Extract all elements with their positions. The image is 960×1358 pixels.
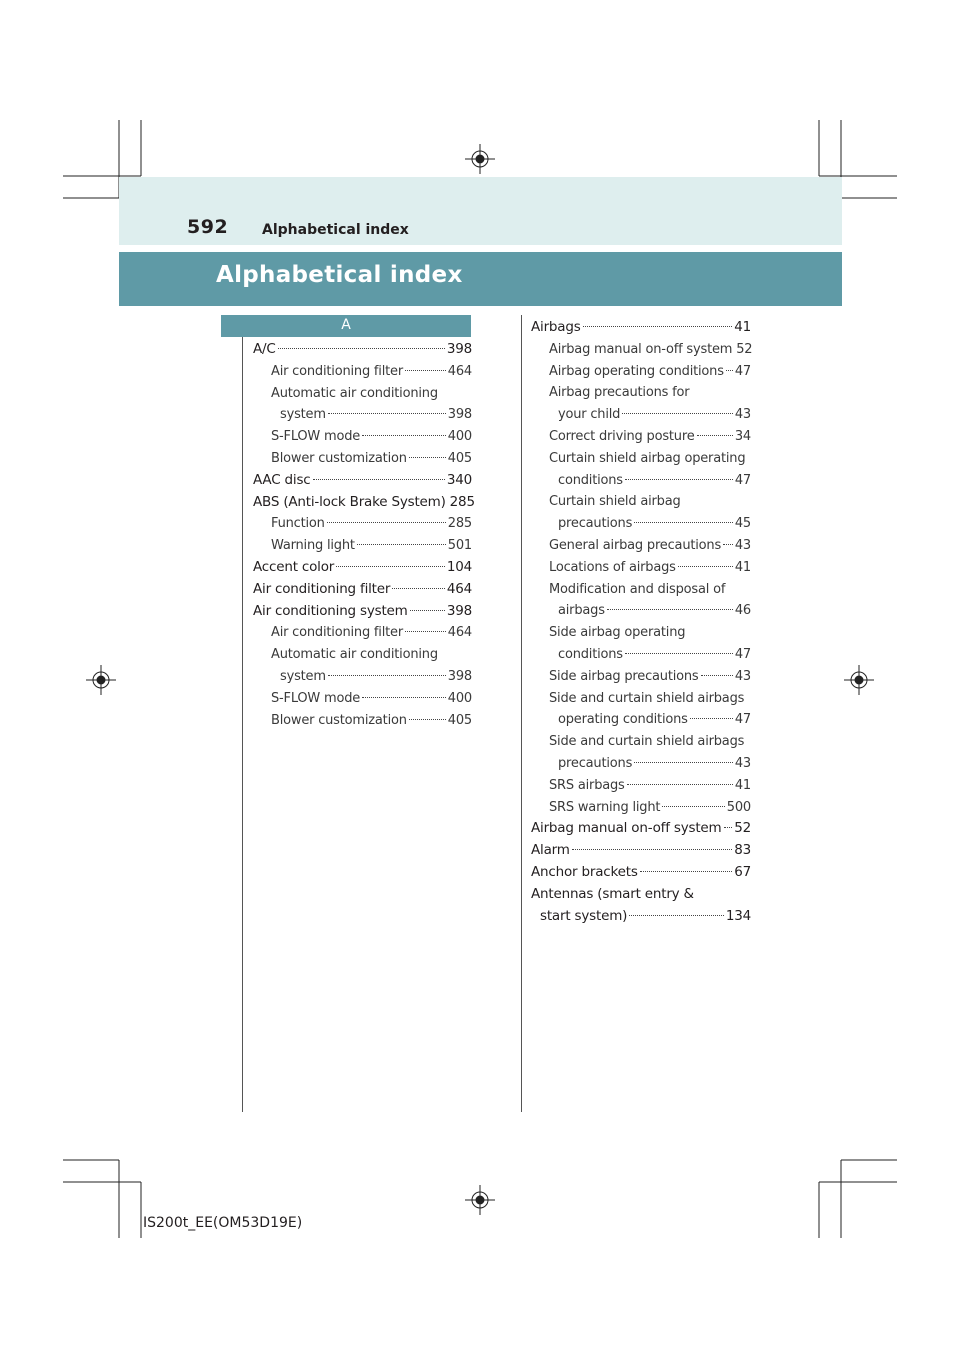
index-entry[interactable] xyxy=(253,580,472,599)
page-reference[interactable]: 43 xyxy=(734,407,751,423)
leader-dots xyxy=(726,370,733,371)
page-reference[interactable]: 398 xyxy=(446,341,472,357)
registration-mark-icon xyxy=(465,144,495,174)
leader-dots xyxy=(336,566,445,567)
index-entry-label: S-FLOW mode xyxy=(271,429,361,445)
leader-dots xyxy=(572,849,732,850)
index-entry-label: ABS (Anti-lock Brake System) xyxy=(253,493,446,510)
page-reference[interactable]: 43 xyxy=(734,538,751,553)
index-entry[interactable] xyxy=(549,427,751,446)
index-entry-label: Air conditioning filter xyxy=(271,363,403,379)
leader-dots xyxy=(278,348,445,349)
index-entry[interactable] xyxy=(558,405,751,424)
leader-dots xyxy=(640,871,733,872)
index-entry[interactable] xyxy=(558,471,751,490)
leader-dots xyxy=(634,762,733,763)
index-entry[interactable] xyxy=(558,754,751,773)
registration-mark-icon xyxy=(844,665,874,695)
index-entry[interactable] xyxy=(531,841,751,860)
index-entry-label: Automatic air conditioning xyxy=(271,647,438,663)
page-reference[interactable]: 104 xyxy=(446,559,472,575)
index-entry-label: Curtain shield airbag operating xyxy=(549,450,746,466)
index-entry-continuation: precautions xyxy=(558,516,633,532)
leader-dots xyxy=(362,435,446,436)
index-entry-label: Alarm xyxy=(531,842,570,859)
index-entry-label: General airbag precautions xyxy=(549,538,722,553)
leader-dots xyxy=(629,915,724,916)
leader-dots xyxy=(662,806,725,807)
leader-dots xyxy=(625,479,733,480)
index-entry-label: Locations of airbags xyxy=(549,559,676,575)
index-entry[interactable] xyxy=(549,667,751,686)
index-entry-label: Side airbag operating xyxy=(549,625,686,641)
leader-dots xyxy=(328,675,446,676)
page-reference[interactable]: 46 xyxy=(734,603,751,619)
page-reference[interactable]: 41 xyxy=(734,559,751,575)
leader-dots xyxy=(405,370,446,371)
page-reference[interactable]: 285 xyxy=(449,493,475,510)
index-entry[interactable] xyxy=(549,558,751,577)
page-title: Alphabetical index xyxy=(216,262,463,288)
index-entry[interactable] xyxy=(271,362,472,381)
index-entry[interactable] xyxy=(253,493,475,512)
index-entry[interactable] xyxy=(253,471,472,490)
index-entry-label: Blower customization xyxy=(271,451,407,466)
page-reference[interactable]: 501 xyxy=(447,538,472,554)
index-entry-label: Curtain shield airbag xyxy=(549,494,681,510)
index-entry-label: AAC disc xyxy=(253,471,311,488)
page-number: 592 xyxy=(187,216,229,238)
index-entry-continuation: your child xyxy=(558,407,621,423)
index-entry-label: Side airbag precautions xyxy=(549,668,699,684)
page-reference[interactable]: 41 xyxy=(734,319,751,335)
leader-dots xyxy=(410,610,445,611)
index-entry[interactable] xyxy=(558,645,751,664)
leader-dots xyxy=(357,544,446,545)
page-reference[interactable]: 43 xyxy=(734,756,751,771)
index-entry-label: Anchor brackets xyxy=(531,864,638,880)
page-reference[interactable]: 134 xyxy=(725,907,751,924)
leader-dots xyxy=(701,675,733,676)
page-reference[interactable]: 67 xyxy=(734,864,751,880)
index-entry[interactable] xyxy=(280,667,472,686)
index-entry-label: Warning light xyxy=(271,538,355,554)
leader-dots xyxy=(690,718,733,719)
index-entry[interactable] xyxy=(271,536,472,555)
index-entry[interactable] xyxy=(271,449,472,468)
page-reference[interactable]: 398 xyxy=(447,407,472,423)
index-entry[interactable] xyxy=(271,623,472,642)
page-reference[interactable]: 285 xyxy=(447,516,472,532)
page-reference[interactable]: 400 xyxy=(447,429,472,445)
index-entry-label: Accent color xyxy=(253,559,335,575)
index-entry-label: Air conditioning filter xyxy=(271,625,403,641)
index-entry-label: Function xyxy=(271,516,325,532)
index-entry-label: Blower customization xyxy=(271,712,407,728)
page-reference[interactable]: 464 xyxy=(447,625,472,641)
page-reference[interactable]: 464 xyxy=(446,580,472,597)
index-entry-label: Automatic air conditioning xyxy=(271,385,438,401)
leader-dots xyxy=(634,522,733,523)
leader-dots xyxy=(607,609,733,610)
index-entry-continuation: conditions xyxy=(558,472,623,488)
page-reference[interactable]: 340 xyxy=(446,471,472,488)
index-entry[interactable] xyxy=(271,514,472,533)
index-entry-label: S-FLOW mode xyxy=(271,690,361,706)
index-entry-continuation: conditions xyxy=(558,647,623,662)
leader-dots xyxy=(405,631,446,632)
index-entry[interactable] xyxy=(271,689,472,708)
index-entry[interactable] xyxy=(558,710,751,729)
registration-mark-icon xyxy=(465,1185,495,1215)
leader-dots xyxy=(392,588,445,589)
index-entry[interactable] xyxy=(253,602,472,621)
registration-mark-icon xyxy=(86,665,116,695)
leader-dots xyxy=(362,697,446,698)
index-entry[interactable] xyxy=(271,427,472,446)
page-reference[interactable]: 34 xyxy=(734,429,751,444)
column-divider-right xyxy=(521,315,522,1112)
leader-dots xyxy=(409,457,446,458)
page-reference[interactable]: 400 xyxy=(447,690,472,706)
index-entry[interactable] xyxy=(549,798,751,817)
index-entry-label: Modification and disposal of xyxy=(549,581,726,597)
index-entry-continuation: system xyxy=(280,669,326,684)
leader-dots xyxy=(678,566,733,567)
page-reference[interactable]: 405 xyxy=(447,451,472,466)
index-entry-label: Airbag operating conditions xyxy=(549,363,724,379)
page-reference[interactable]: 83 xyxy=(734,842,751,859)
page-reference[interactable]: 405 xyxy=(447,712,472,728)
leader-dots xyxy=(724,827,733,828)
index-entry-label: Airbag precautions for xyxy=(549,385,690,401)
index-entry-continuation: precautions xyxy=(558,756,633,771)
index-entry-label: Airbag manual on-off system xyxy=(549,341,733,357)
leader-dots xyxy=(327,522,446,523)
page-reference[interactable]: 43 xyxy=(734,668,751,684)
page-reference[interactable]: 500 xyxy=(726,799,751,815)
page-reference[interactable]: 464 xyxy=(447,363,472,379)
index-entry-label: Side and curtain shield airbags xyxy=(549,690,745,706)
index-entry-label: Side and curtain shield airbags xyxy=(549,734,745,750)
index-entry-label: SRS airbags xyxy=(549,777,625,793)
index-entry[interactable] xyxy=(271,711,472,730)
page-reference[interactable]: 398 xyxy=(447,669,472,684)
index-entry-label: Antennas (smart entry & xyxy=(531,885,694,902)
index-entry-label: Airbags xyxy=(531,319,581,335)
document-code: IS200t_EE(OM53D19E) xyxy=(143,1215,303,1231)
index-entry[interactable] xyxy=(549,362,751,381)
index-entry-label: A/C xyxy=(253,341,276,357)
index-entry[interactable] xyxy=(558,601,751,620)
page-reference[interactable]: 47 xyxy=(734,472,751,488)
running-header: Alphabetical index xyxy=(262,222,409,238)
page-reference[interactable]: 47 xyxy=(734,647,751,662)
index-entry-label: SRS warning light xyxy=(549,799,661,815)
index-entry[interactable] xyxy=(549,340,751,359)
page-reference[interactable]: 41 xyxy=(734,777,751,793)
index-entry[interactable] xyxy=(540,907,751,926)
index-entry-label: Air conditioning filter xyxy=(253,580,391,597)
page-reference[interactable]: 47 xyxy=(734,363,751,379)
leader-dots xyxy=(328,413,446,414)
index-entry[interactable] xyxy=(549,776,751,795)
index-entry[interactable] xyxy=(253,558,472,577)
index-entry-continuation: operating conditions xyxy=(558,712,688,728)
index-entry[interactable] xyxy=(558,514,751,533)
leader-dots xyxy=(313,479,445,480)
page-reference[interactable]: 52 xyxy=(734,820,751,837)
letter-heading: A xyxy=(221,315,471,337)
leader-dots xyxy=(409,719,446,720)
index-entry[interactable] xyxy=(280,405,472,424)
index-entry[interactable] xyxy=(549,536,751,555)
leader-dots xyxy=(627,784,733,785)
index-entry[interactable] xyxy=(531,819,751,838)
index-entry-continuation: system xyxy=(280,407,326,423)
index-entry-label: Correct driving posture xyxy=(549,429,695,444)
leader-dots xyxy=(583,326,733,327)
page-reference[interactable]: 398 xyxy=(446,602,472,619)
index-entry-continuation: airbags xyxy=(558,603,605,619)
column-divider-left xyxy=(242,337,243,1112)
index-entry[interactable] xyxy=(531,318,751,337)
index-entry[interactable] xyxy=(531,863,751,882)
page-reference[interactable]: 45 xyxy=(734,516,751,532)
leader-dots xyxy=(625,653,733,654)
index-entry[interactable] xyxy=(253,340,472,359)
index-entry-label: Air conditioning system xyxy=(253,602,408,619)
index-entry-label: Airbag manual on-off system xyxy=(531,820,722,837)
leader-dots xyxy=(723,544,733,545)
index-entry-continuation: start system) xyxy=(540,907,628,924)
page-reference[interactable]: 47 xyxy=(734,712,751,728)
leader-dots xyxy=(697,435,733,436)
page-reference[interactable]: 52 xyxy=(736,341,753,357)
leader-dots xyxy=(622,413,733,414)
